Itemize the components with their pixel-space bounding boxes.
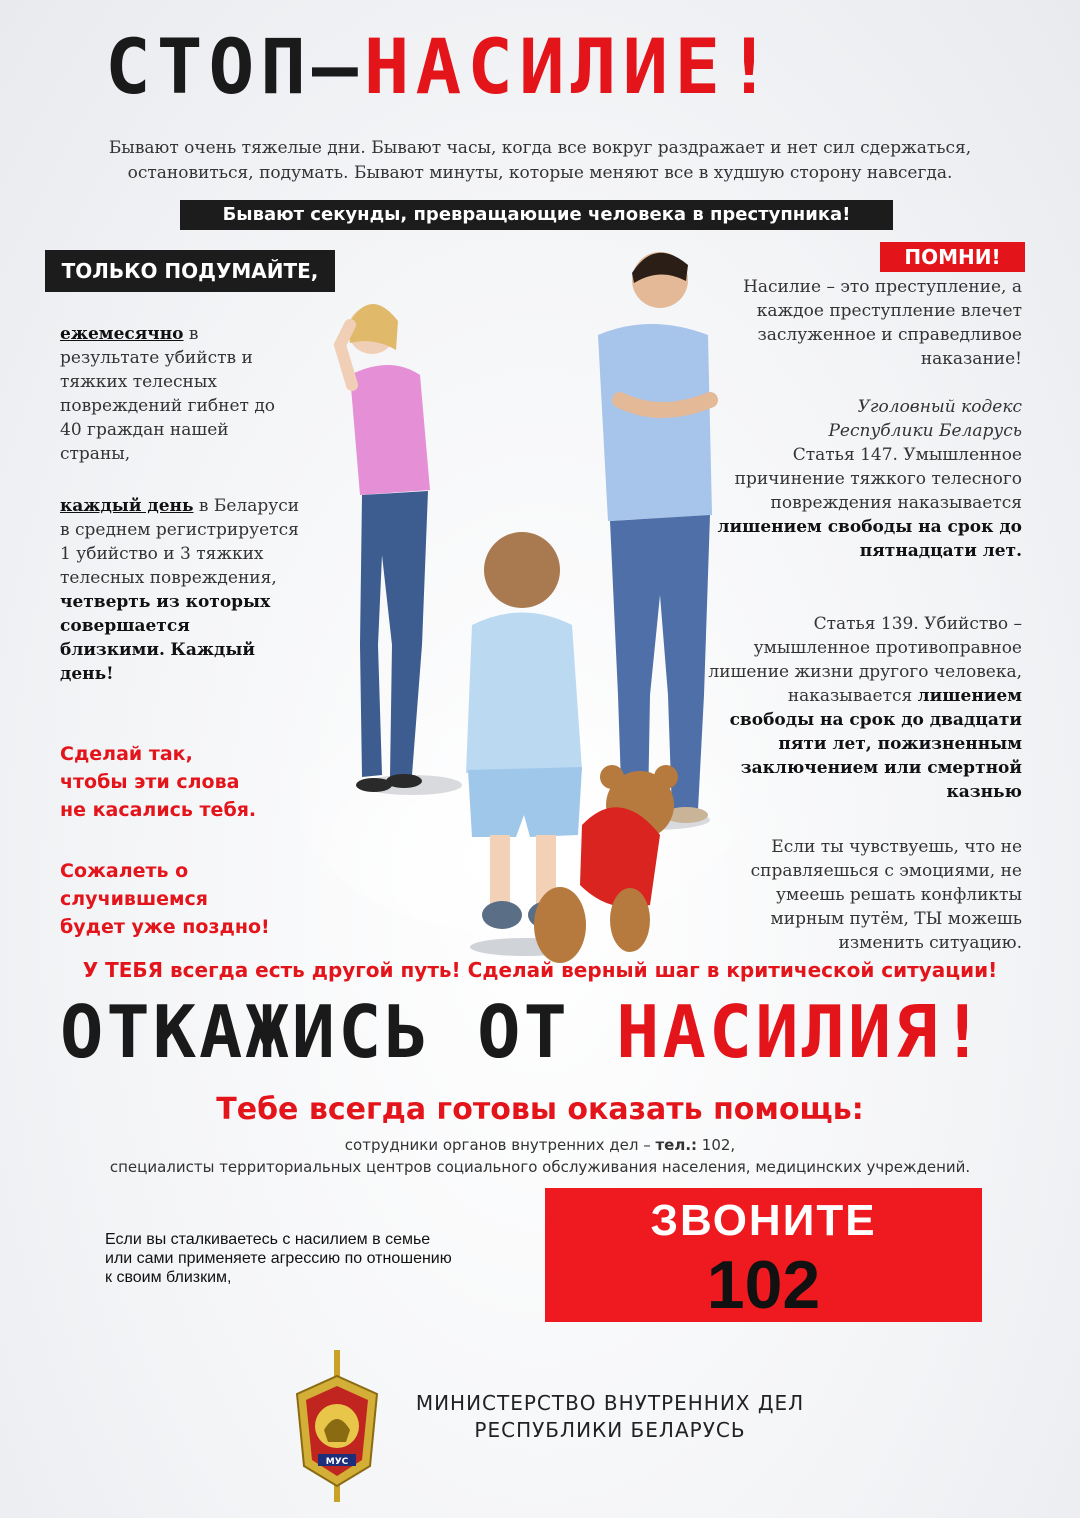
left-paragraph-daily [60,494,300,686]
right-paragraph-crime: Насилие – это преступление, а каждое преступление влечет заслуженное и справедливое наказание! [743,277,1022,369]
left-red-note-2: Сожалеть о случившемся будет уже поздно! [60,860,270,938]
daily-text: в Беларуси в среднем регистрируется 1 убийство и 3 тяжких телесных повреждения, [60,496,300,588]
refuse-part-1: ОТКАЖИСЬ ОТ [60,990,617,1074]
title-part-stop: СТОП– [105,22,364,111]
article-147-penalty: лишением свободы на срок до пятнадцати лет. [717,517,1022,561]
help-police-text: сотрудники органов внутренних дел – [344,1136,656,1154]
title-part-violence: НАСИЛИЕ! [363,22,778,111]
monthly-text: в результате убийств и тяжких телесных повреждений гибнет до 40 граждан нашей страны, [60,324,276,464]
think-heading: ТОЛЬКО ПОДУМАЙТЕ, [45,250,335,292]
right-paragraph-code [700,395,1022,563]
right-paragraph-139 [700,612,1022,804]
if-violence-text [105,1230,535,1287]
emblem-label: МУС [325,1457,349,1467]
seconds-banner: Бывают секунды, превращающие человека в преступника! [180,200,893,230]
right-paragraph-emotions: Если ты чувствуешь, что не справляешься с эмоциями, не умеешь решать конфликты мирным путём, ТЫ можешь изменить ситуацию. [750,837,1022,953]
poster-title [105,22,778,111]
call-label: ЗВОНИТЕ [650,1196,877,1245]
intro-line: Бывают очень тяжелые дни. Бывают часы, когда все вокруг раздражает и нет сил сдержаться, [108,138,972,158]
call-number: 102 [706,1247,821,1323]
code-title-line1: Уголовный кодекс [857,397,1022,417]
if-text-line: к своим близким, [105,1269,232,1286]
ministry-name [395,1390,825,1444]
article-139-text: Статья 139. Убийство – умышленное противоправное лишение жизни другого человека, наказывается [708,614,1022,706]
if-text-line: или сами применяете агрессию по отношению [105,1250,452,1267]
refuse-part-2: НАСИЛИЯ! [616,990,987,1074]
ministry-line: МИНИСТЕРСТВО ВНУТРЕННИХ ДЕЛ [415,1391,805,1415]
help-phone-number: 102, [697,1136,736,1154]
article-147-text: Статья 147. Умышленное причинение тяжкого телесного повреждения наказывается [734,445,1022,513]
refuse-title [60,990,987,1074]
help-line-specialists: специалисты территориальных центров социального обслуживания населения, медицинских учреждений. [109,1158,971,1176]
intro-text [80,136,1000,186]
every-day-text: Каждый день! [60,640,256,684]
help-line-police [0,1136,1080,1154]
intro-line: остановиться, подумать. Бывают минуты, которые меняют все в худшую сторону навсегда. [127,163,953,183]
daily-bold-text: четверть из которых совершается близкими. [60,592,271,660]
if-text-line: Если вы сталкиваетесь с насилием в семье [105,1231,431,1248]
help-phone-label: тел.: [655,1136,698,1154]
emphasis-daily: каждый день [60,496,194,516]
code-title-line2: Республики Беларусь [828,421,1022,441]
article-139-penalty: лишением свободы на срок до двадцати пяти лет, пожизненным заключением или смертной казнью [729,686,1022,802]
ministry-emblem-icon [282,1346,392,1506]
left-red-note-1: Сделай так, чтобы эти слова не касались тебя. [60,743,257,821]
remember-heading: ПОМНИ! [880,242,1025,272]
alternative-path-text: У ТЕБЯ всегда есть другой путь! Сделай верный шаг в критической ситуации! [82,958,998,982]
call-box [545,1188,982,1322]
ministry-line: РЕСПУБЛИКИ БЕЛАРУСЬ [474,1418,746,1442]
left-paragraph-monthly [60,322,300,466]
help-heading: Тебе всегда готовы оказать помощь: [216,1092,864,1127]
family-illustration [300,225,740,975]
emphasis-monthly: ежемесячно [60,324,184,344]
